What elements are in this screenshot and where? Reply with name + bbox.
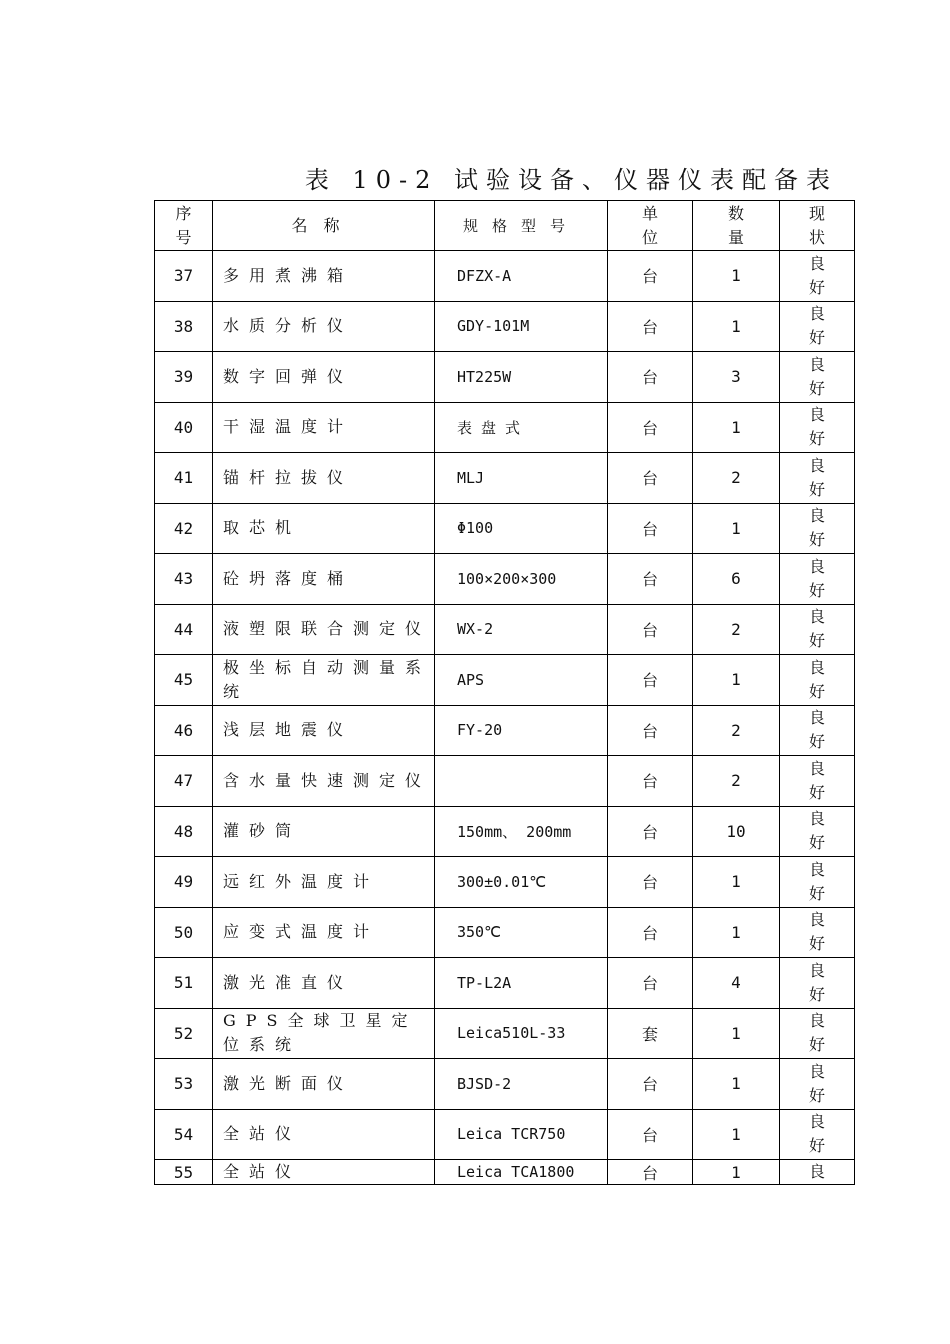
cell-unit: 台: [608, 907, 693, 958]
cell-no: 44: [155, 604, 213, 655]
cell-qty: 2: [693, 756, 780, 807]
cell-status: 良好: [780, 756, 855, 807]
cell-name: 含水量快速测定仪: [213, 756, 435, 807]
table-row: [155, 453, 855, 504]
header-unit: 单位: [608, 201, 693, 251]
table-row: [155, 958, 855, 1009]
cell-spec: 150mm、 200mm: [435, 806, 608, 857]
cell-name: 远红外温度计: [213, 857, 435, 908]
table-row: [155, 352, 855, 403]
table-row: [155, 857, 855, 908]
cell-no: 49: [155, 857, 213, 908]
table-row: [155, 1160, 855, 1185]
cell-no: 37: [155, 251, 213, 302]
cell-no: 48: [155, 806, 213, 857]
cell-no: 42: [155, 503, 213, 554]
cell-name: 全站仪: [213, 1109, 435, 1160]
table-row: [155, 1059, 855, 1110]
cell-unit: 台: [608, 806, 693, 857]
cell-status: 良好: [780, 806, 855, 857]
cell-unit: 台: [608, 604, 693, 655]
cell-name: 砼坍落度桶: [213, 554, 435, 605]
cell-unit: 台: [608, 301, 693, 352]
table-row: [155, 251, 855, 302]
header-qty: 数量: [693, 201, 780, 251]
cell-unit: 台: [608, 251, 693, 302]
cell-name: 锚杆拉拔仪: [213, 453, 435, 504]
cell-name: 全站仪: [213, 1160, 435, 1185]
cell-status: 良好: [780, 402, 855, 453]
cell-status: 良: [780, 1160, 855, 1185]
cell-spec: HT225W: [435, 352, 608, 403]
cell-spec: APS: [435, 655, 608, 706]
cell-status: 良好: [780, 1109, 855, 1160]
cell-spec: Leica TCA1800: [435, 1160, 608, 1185]
cell-unit: 台: [608, 554, 693, 605]
cell-name: 水质分析仪: [213, 301, 435, 352]
cell-no: 50: [155, 907, 213, 958]
cell-status: 良好: [780, 907, 855, 958]
cell-no: 39: [155, 352, 213, 403]
table-row: [155, 604, 855, 655]
cell-name: 干湿温度计: [213, 402, 435, 453]
header-name: 名称: [213, 201, 435, 251]
cell-no: 41: [155, 453, 213, 504]
cell-status: 良好: [780, 503, 855, 554]
cell-status: 良好: [780, 554, 855, 605]
cell-qty: 1: [693, 301, 780, 352]
cell-status: 良好: [780, 655, 855, 706]
cell-unit: 台: [608, 1160, 693, 1185]
cell-spec: 表 盘 式: [435, 402, 608, 453]
table-row: [155, 503, 855, 554]
table-row: [155, 655, 855, 706]
cell-spec: TP-L2A: [435, 958, 608, 1009]
header-no: 序号: [155, 201, 213, 251]
cell-unit: 台: [608, 655, 693, 706]
cell-no: 53: [155, 1059, 213, 1110]
header-status: 现状: [780, 201, 855, 251]
cell-no: 45: [155, 655, 213, 706]
cell-qty: 1: [693, 1008, 780, 1059]
cell-unit: 台: [608, 402, 693, 453]
cell-qty: 1: [693, 1109, 780, 1160]
cell-status: 良好: [780, 1008, 855, 1059]
cell-qty: 2: [693, 604, 780, 655]
cell-no: 46: [155, 705, 213, 756]
cell-status: 良好: [780, 958, 855, 1009]
equipment-table: [154, 200, 855, 1185]
cell-name: 应变式温度计: [213, 907, 435, 958]
cell-spec: GDY-101M: [435, 301, 608, 352]
cell-spec: 350℃: [435, 907, 608, 958]
table-row: [155, 907, 855, 958]
cell-unit: 台: [608, 705, 693, 756]
table-row: [155, 301, 855, 352]
cell-qty: 1: [693, 655, 780, 706]
cell-name: 数字回弹仪: [213, 352, 435, 403]
cell-status: 良好: [780, 453, 855, 504]
cell-no: 38: [155, 301, 213, 352]
cell-spec: BJSD-2: [435, 1059, 608, 1110]
cell-spec: [435, 756, 608, 807]
cell-spec: WX-2: [435, 604, 608, 655]
cell-unit: 台: [608, 857, 693, 908]
table-row: [155, 554, 855, 605]
cell-spec: DFZX-A: [435, 251, 608, 302]
cell-status: 良好: [780, 705, 855, 756]
cell-spec: 300±0.01℃: [435, 857, 608, 908]
cell-unit: 台: [608, 1059, 693, 1110]
table-header-row: [155, 201, 855, 251]
cell-qty: 2: [693, 705, 780, 756]
cell-qty: 10: [693, 806, 780, 857]
cell-name: 浅层地震仪: [213, 705, 435, 756]
cell-status: 良好: [780, 251, 855, 302]
table-row: [155, 756, 855, 807]
cell-name: 极坐标自动测量系统: [213, 655, 435, 706]
cell-spec: Leica TCR750: [435, 1109, 608, 1160]
cell-spec: Leica510L-33: [435, 1008, 608, 1059]
cell-unit: 台: [608, 352, 693, 403]
cell-unit: 台: [608, 958, 693, 1009]
cell-name: 液塑限联合测定仪: [213, 604, 435, 655]
cell-unit: 台: [608, 503, 693, 554]
cell-no: 55: [155, 1160, 213, 1185]
table-row: [155, 1008, 855, 1059]
cell-spec: FY-20: [435, 705, 608, 756]
cell-spec: 100×200×300: [435, 554, 608, 605]
cell-qty: 1: [693, 857, 780, 908]
cell-status: 良好: [780, 1059, 855, 1110]
cell-name: 多用煮沸箱: [213, 251, 435, 302]
cell-name: 灌砂筒: [213, 806, 435, 857]
cell-qty: 1: [693, 251, 780, 302]
cell-unit: 台: [608, 756, 693, 807]
table-row: [155, 402, 855, 453]
table-row: [155, 705, 855, 756]
cell-qty: 6: [693, 554, 780, 605]
cell-name: 取芯机: [213, 503, 435, 554]
table-title: 表 10-2 试验设备、仪器仪表配备表: [304, 166, 838, 194]
cell-no: 40: [155, 402, 213, 453]
table-row: [155, 806, 855, 857]
cell-status: 良好: [780, 604, 855, 655]
cell-no: 43: [155, 554, 213, 605]
cell-unit: 台: [608, 1109, 693, 1160]
cell-qty: 4: [693, 958, 780, 1009]
cell-status: 良好: [780, 857, 855, 908]
cell-name: 激光断面仪: [213, 1059, 435, 1110]
cell-no: 54: [155, 1109, 213, 1160]
cell-no: 52: [155, 1008, 213, 1059]
cell-qty: 1: [693, 907, 780, 958]
cell-no: 51: [155, 958, 213, 1009]
cell-spec: MLJ: [435, 453, 608, 504]
cell-name: GPS全球卫星定位系统: [213, 1008, 435, 1059]
cell-qty: 1: [693, 402, 780, 453]
cell-no: 47: [155, 756, 213, 807]
cell-qty: 1: [693, 503, 780, 554]
header-spec: 规格型号: [435, 201, 608, 251]
cell-unit: 台: [608, 453, 693, 504]
cell-status: 良好: [780, 301, 855, 352]
cell-status: 良好: [780, 352, 855, 403]
cell-name: 激光准直仪: [213, 958, 435, 1009]
cell-unit: 套: [608, 1008, 693, 1059]
cell-qty: 1: [693, 1059, 780, 1110]
cell-qty: 2: [693, 453, 780, 504]
table-row: [155, 1109, 855, 1160]
cell-spec: Φ100: [435, 503, 608, 554]
cell-qty: 3: [693, 352, 780, 403]
cell-qty: 1: [693, 1160, 780, 1185]
